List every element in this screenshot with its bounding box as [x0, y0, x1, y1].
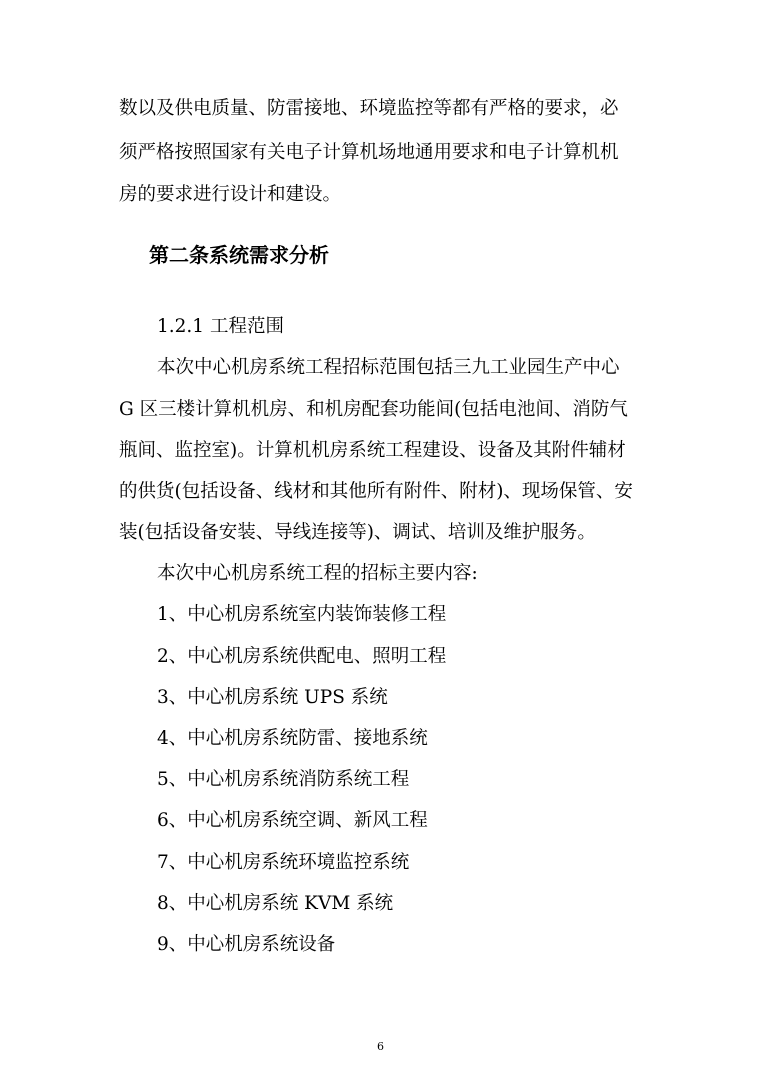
intro-line-3: 房的要求进行设计和建设。: [119, 184, 342, 205]
subsection-title: 1.2.1 工程范围: [157, 316, 284, 337]
list-item: 8、中心机房系统 KVM 系统: [157, 893, 394, 914]
intro-line-1: 数以及供电质量、防雷接地、环境监控等都有严格的要求，必: [119, 98, 619, 119]
list-item: 7、中心机房系统环境监控系统: [157, 852, 410, 873]
list-item: 9、中心机房系统设备: [157, 934, 336, 955]
scope-line-3: 瓶间、监控室)。计算机机房系统工程建设、设备及其附件辅材: [119, 440, 626, 461]
list-item: 2、中心机房系统供配电、照明工程: [157, 646, 447, 667]
scope-line-4: 的供货(包括设备、线材和其他所有附件、附材)、现场保管、安: [119, 481, 633, 502]
page-number: 6: [377, 1040, 384, 1053]
section-heading: 第二条系统需求分析: [149, 243, 329, 267]
list-item: 5、中心机房系统消防系统工程: [157, 769, 410, 790]
list-item: 3、中心机房系统 UPS 系统: [157, 687, 388, 708]
contents-intro: 本次中心机房系统工程的招标主要内容:: [157, 563, 478, 584]
scope-line-5: 装(包括设备安装、导线连接等)、调试、培训及维护服务。: [119, 522, 596, 543]
list-item: 1、中心机房系统室内装饰装修工程: [157, 604, 447, 625]
intro-line-2: 须严格按照国家有关电子计算机场地通用要求和电子计算机机: [119, 142, 619, 163]
list-item: 6、中心机房系统空调、新风工程: [157, 810, 428, 831]
scope-line-2: G 区三楼计算机机房、和机房配套功能间(包括电池间、消防气: [119, 399, 628, 420]
list-item: 4、中心机房系统防雷、接地系统: [157, 728, 428, 749]
scope-line-1: 本次中心机房系统工程招标范围包括三九工业园生产中心: [157, 357, 620, 378]
